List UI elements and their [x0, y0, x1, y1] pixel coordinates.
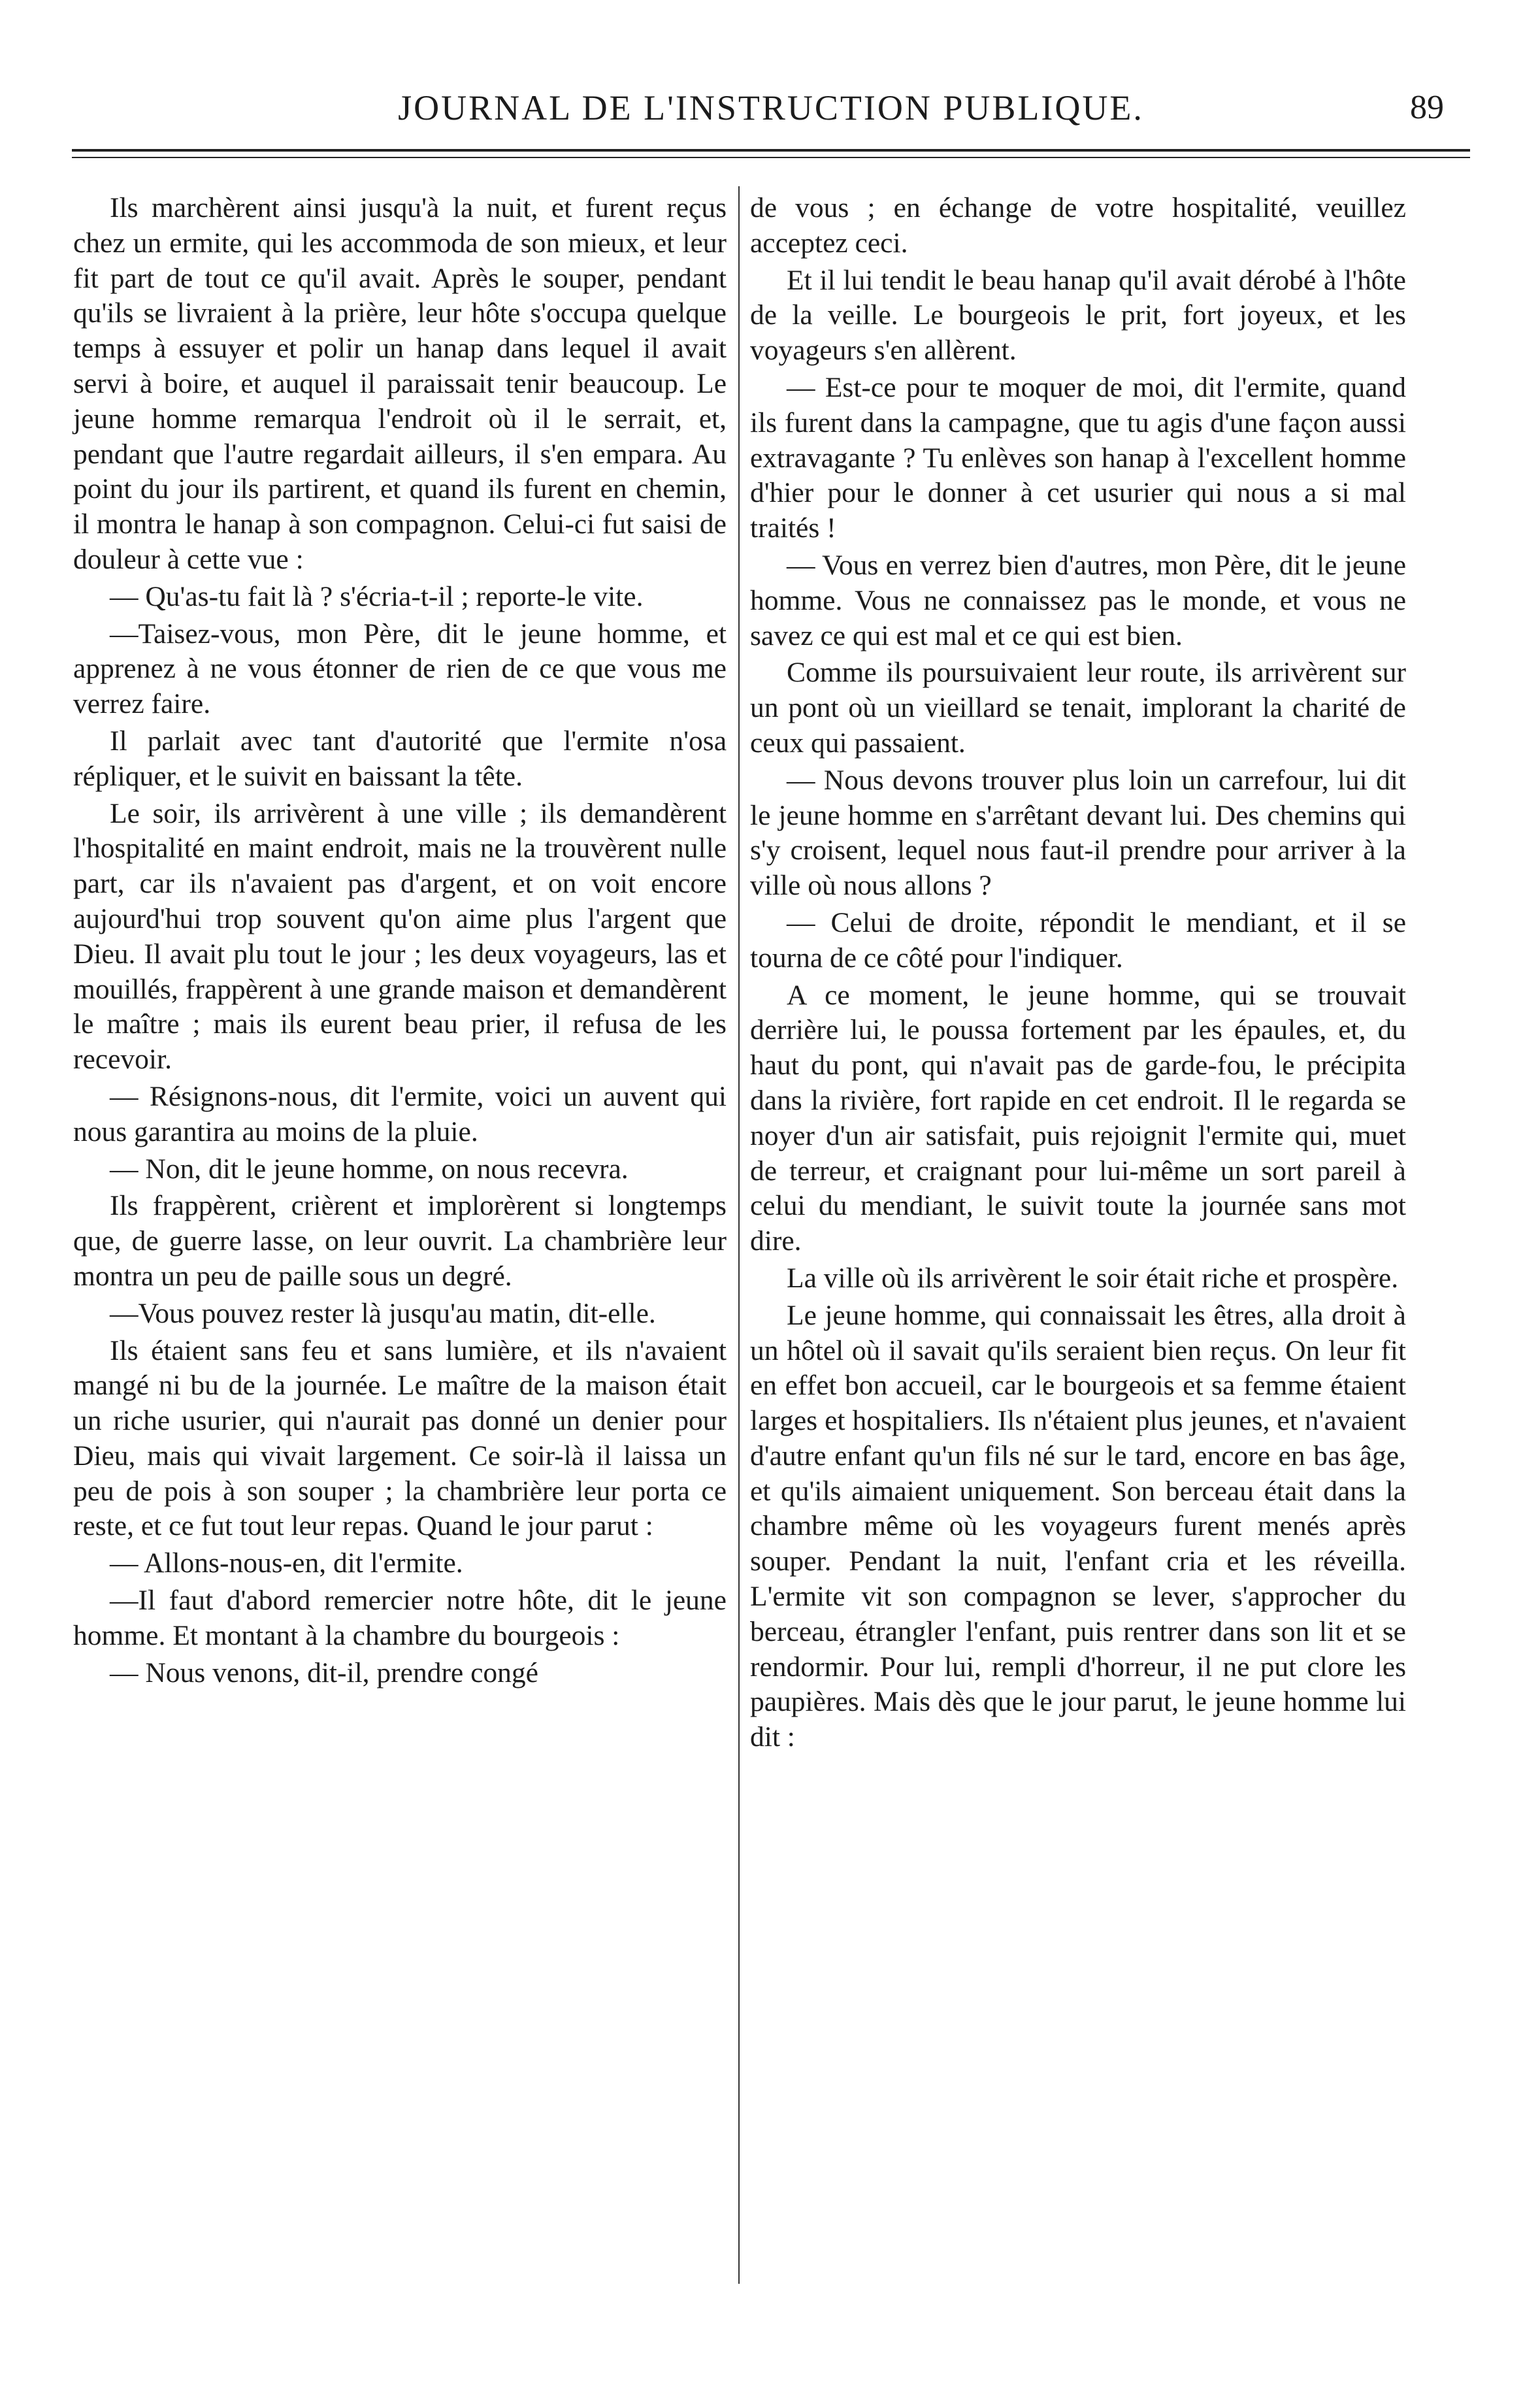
paragraph: — Allons-nous-en, dit l'ermite.: [110, 1547, 463, 1579]
paragraph: La ville où ils arrivèrent le soir était riche et prospère.: [787, 1262, 1399, 1294]
paragraph: Comme ils poursuivaient leur route, ils arrivèrent sur un pont où un vieillard se tenait, implorant la charité de ceux qui passaient.: [750, 657, 1406, 759]
paragraph: Ils marchèrent ainsi jusqu'à la nuit, et furent reçus chez un ermite, qui les accommoda de son mieux, et leur fit part de tout ce qu'il avait. Après le souper, pendant qu'ils se livraient à la prière, leur hôte s'occupa quelque temps à essuyer et polir un hanap dans lequel il avait servi à boire, et auquel il paraissait tenir beaucoup. Le jeune homme remarqua l'endroit où il le serrait, et, pendant que l'autre regardait ailleurs, il s'en empara. Au point du jour ils partirent, et quand ils furent en chemin, il montra le hanap à son compagnon. Celui-ci fut saisi de douleur à cette vue :: [73, 192, 727, 575]
paragraph: — Vous en verrez bien d'autres, mon Père, dit le jeune homme. Vous ne connaissez pas le monde, et vous ne savez ce qui est mal et ce qui est bien.: [750, 549, 1406, 651]
right-column: [750, 191, 1406, 1757]
paragraph: — Nous venons, dit-il, prendre congé: [110, 1656, 538, 1689]
paragraph: —Taisez-vous, mon Père, dit le jeune homme, et apprenez à ne vous étonner de rien de ce que vous me verrez faire.: [73, 618, 727, 720]
paragraph: Le jeune homme, qui connaissait les êtres, alla droit à un hôtel où il savait qu'ils seraient bien reçus. On leur fit en effet bon accueil, car le bourgeois et sa femme étaient larges et hospitaliers. Ils n'étaient plus jeunes, et n'avaient d'autre enfant qu'un fils né sur le tard, encore en bas âge, et qu'ils aimaient uniquement. Son berceau était dans la chambre même où les voyageurs furent menés après souper. Pendant la nuit, l'enfant cria et les réveilla. L'ermite vit son compagnon se lever, s'approcher du berceau, étrangler l'enfant, puis rentrer dans son lit et se rendormir. Pour lui, rempli d'horreur, il ne put clore les paupières. Mais dès que le jour parut, le jeune homme lui dit :: [750, 1299, 1406, 1753]
paragraph: — Résignons-nous, dit l'ermite, voici un auvent qui nous garantira au moins de la pluie.: [73, 1080, 727, 1147]
paragraph: Le soir, ils arrivèrent à une ville ; ils demandèrent l'hospitalité en maint endroit, mais ne la trouvèrent nulle part, car ils n'avaient pas d'argent, et on voit encore aujourd'hui trop souvent qu'on aime plus l'argent que Dieu. Il avait plu tout le jour ; les deux voyageurs, las et mouillés, frappèrent à une grande maison et demandèrent le maître ; mais ils eurent beau prier, il refusa de les recevoir.: [73, 797, 727, 1076]
paragraph: — Est-ce pour te moquer de moi, dit l'ermite, quand ils furent dans la campagne, que tu agis d'une façon aussi extravagante ? Tu enlèves son hanap à l'excellent homme d'hier pour le donner à cet usurier qui nous a si mal traités !: [750, 371, 1406, 544]
paragraph: de vous ; en échange de votre hospitalité, veuillez acceptez ceci.: [750, 192, 1406, 259]
paragraph: Et il lui tendit le beau hanap qu'il avait dérobé à l'hôte de la veille. Le bourgeois le prit, fort joyeux, et les voyageurs s'en allèrent.: [750, 264, 1406, 367]
paragraph: — Qu'as-tu fait là ? s'écria-t-il ; reporte-le vite.: [110, 580, 644, 612]
running-header: [72, 85, 1470, 131]
paragraph: A ce moment, le jeune homme, qui se trouvait derrière lui, le poussa fortement par les épaules, et, du haut du pont, qui n'avait pas de garde-fou, le précipita dans la rivière, fort rapide en cet endroit. Il le regarda se noyer d'un air satisfait, puis rejoignit l'ermite qui, muet de terreur, et craignant pour lui-même un sort pareil à celui du mendiant, le suivit toute la journée sans mot dire.: [750, 979, 1406, 1257]
paragraph: Ils frappèrent, crièrent et implorèrent si longtemps que, de guerre lasse, on leur ouvrit. La chambrière leur montra un peu de paille sous un degré.: [73, 1190, 727, 1292]
paragraph: — Celui de droite, répondit le mendiant, et il se tourna de ce côté pour l'indiquer.: [750, 906, 1406, 974]
paragraph: — Non, dit le jeune homme, on nous recevra.: [110, 1153, 629, 1185]
header-rule-thin: [72, 157, 1470, 158]
paragraph: Il parlait avec tant d'autorité que l'ermite n'osa répliquer, et le suivit en baissant la tête.: [73, 725, 727, 792]
page-number: 89: [1410, 89, 1444, 126]
paragraph: Ils étaient sans feu et sans lumière, et ils n'avaient mangé ni bu de la journée. Le maître de la maison était un riche usurier, qui n'aurait pas donné un denier pour Dieu, mais qui vivait largement. Ce soir-là il laissa un peu de pois à son souper ; la chambrière leur porta ce reste, et ce fut tout leur repas. Quand le jour parut :: [73, 1334, 727, 1542]
journal-title: JOURNAL DE L'INSTRUCTION PUBLIQUE.: [398, 88, 1144, 127]
left-column: [73, 191, 727, 1692]
column-divider: [738, 186, 740, 2284]
paragraph: — Nous devons trouver plus loin un carrefour, lui dit le jeune homme en s'arrêtant devant lui. Des chemins qui s'y croisent, lequel nous faut-il prendre pour arriver à la ville où nous allons ?: [750, 764, 1406, 902]
paragraph: —Il faut d'abord remercier notre hôte, dit le jeune homme. Et montant à la chambre du bourgeois :: [73, 1585, 727, 1651]
header-rule-thick: [72, 149, 1470, 152]
paragraph: —Vous pouvez rester là jusqu'au matin, dit-elle.: [110, 1297, 656, 1329]
